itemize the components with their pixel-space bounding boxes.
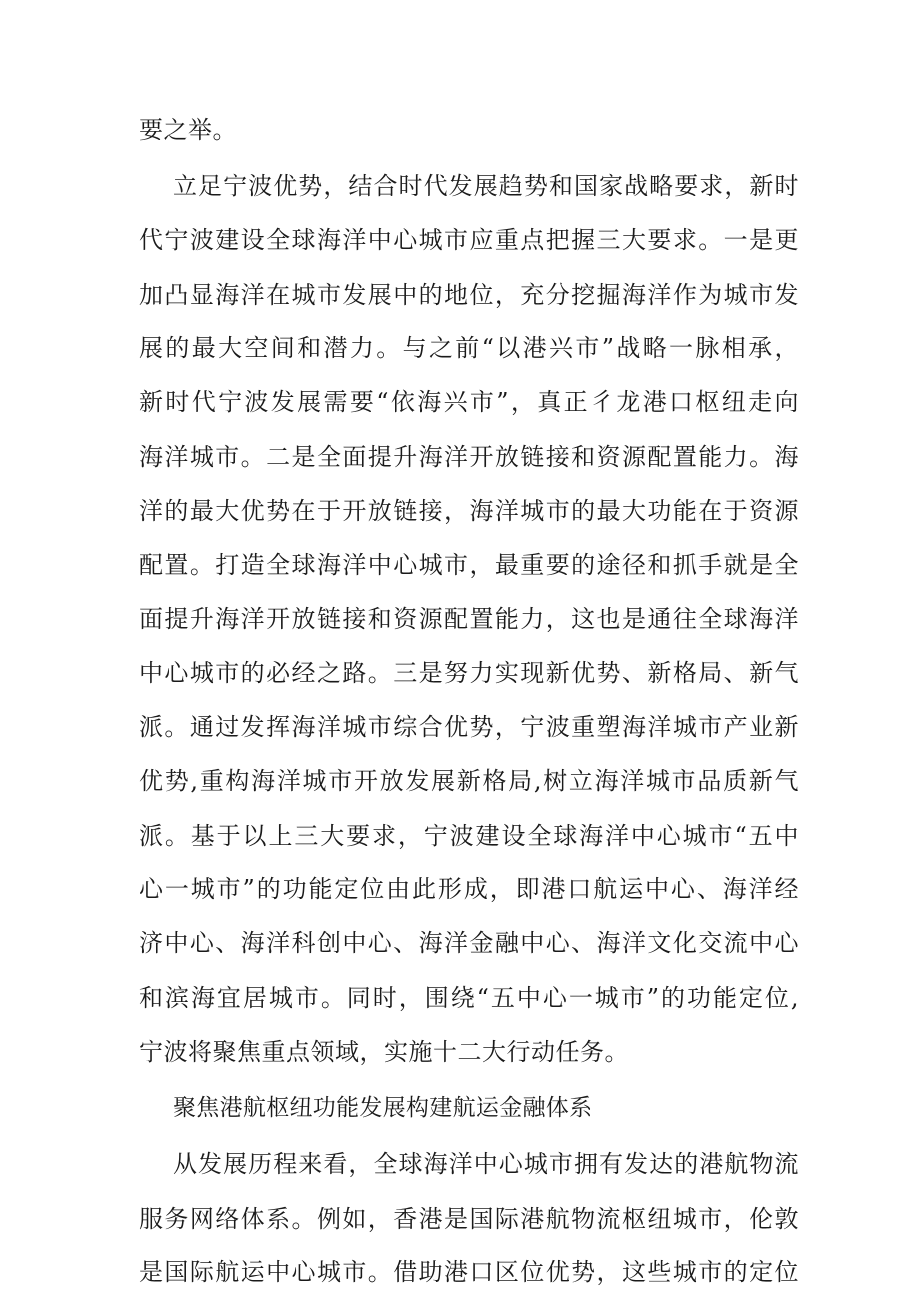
paragraph-line: 是国际航运中心城市。借助港口区位优势，这些城市的定位 xyxy=(139,1258,799,1286)
paragraph-line: 从发展历程来看，全球海洋中心城市拥有发达的港航物流 xyxy=(173,1150,799,1178)
paragraph-line: 优势,重构海洋城市开放发展新格局,树立海洋城市品质新气 xyxy=(139,767,799,795)
paragraph-line: 中心城市的必经之路。三是努力实现新优势、新格局、新气 xyxy=(139,659,799,687)
paragraph-line: 展的最大空间和潜力。与之前“以港兴市”战略一脉相承， xyxy=(139,334,799,362)
paragraph-line: 代宁波建设全球海洋中心城市应重点把握三大要求。一是更 xyxy=(139,226,799,254)
paragraph-line: 心一城市”的功能定位由此形成，即港口航运中心、海洋经 xyxy=(139,875,799,903)
paragraph-line: 派。基于以上三大要求，宁波建设全球海洋中心城市“五中 xyxy=(139,822,799,850)
paragraph-line: 要之举。 xyxy=(139,116,237,144)
paragraph-line: 济中心、海洋科创中心、海洋金融中心、海洋文化交流中心 xyxy=(139,929,799,957)
section-heading: 聚焦港航枢纽功能发展构建航运金融体系 xyxy=(173,1095,593,1121)
paragraph-line: 宁波将聚焦重点领域，实施十二大行动任务。 xyxy=(139,1038,629,1066)
paragraph-line: 配置。打造全球海洋中心城市，最重要的途径和抓手就是全 xyxy=(139,551,799,579)
paragraph-line: 海洋城市。二是全面提升海洋开放链接和资源配置能力。海 xyxy=(139,443,799,471)
paragraph-line: 服务网络体系。例如，香港是国际港航物流枢纽城市，伦敦 xyxy=(139,1205,799,1233)
paragraph-line: 加凸显海洋在城市发展中的地位，充分挖掘海洋作为城市发 xyxy=(139,281,799,309)
paragraph-line: 派。通过发挥海洋城市综合优势，宁波重塑海洋城市产业新 xyxy=(139,713,799,741)
paragraph-line: 新时代宁波发展需要“依海兴市”，真正彳龙港口枢纽走向 xyxy=(139,388,799,416)
paragraph-line: 立足宁波优势，结合时代发展趋势和国家战略要求，新时 xyxy=(173,172,799,200)
paragraph-line: 洋的最大优势在于开放链接，海洋城市的最大功能在于资源 xyxy=(139,497,799,525)
paragraph-line: 面提升海洋开放链接和资源配置能力，这也是通往全球海洋 xyxy=(139,605,799,633)
paragraph-line: 和滨海宜居城市。同时，围绕“五中心一城市”的功能定位, xyxy=(139,984,799,1012)
